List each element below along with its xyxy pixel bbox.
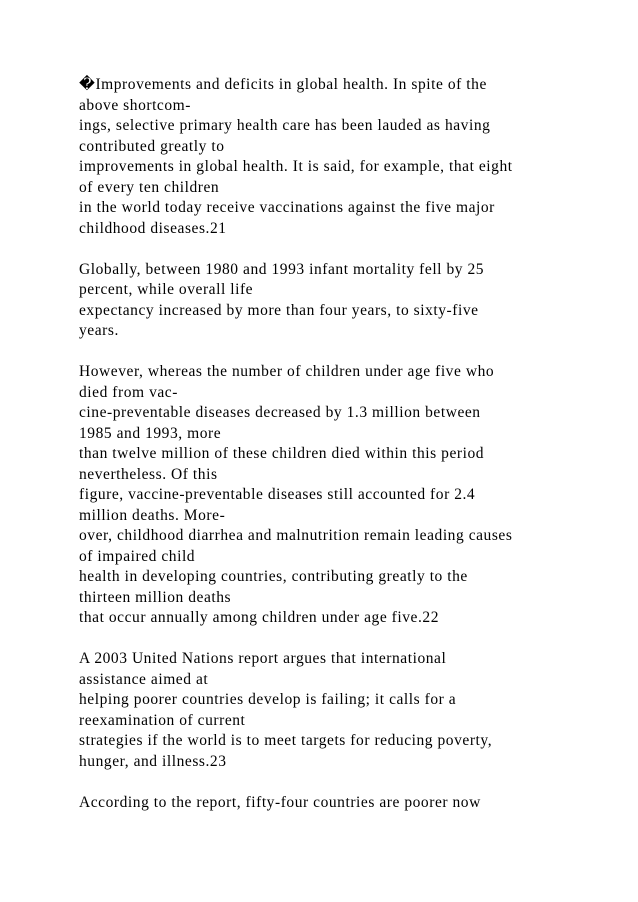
text-line: above shortcom-: [79, 96, 191, 114]
text-line: million deaths. More-: [79, 506, 226, 524]
text-line: over, childhood diarrhea and malnutrition remain leading causes: [79, 527, 513, 544]
text-line: died from vac-: [79, 383, 178, 401]
text-line: A 2003 United Nations report argues that international: [79, 650, 447, 667]
text-line: percent, while overall life: [79, 281, 254, 298]
text-line: strategies if the world is to meet targets for reducing poverty,: [79, 732, 493, 749]
text-line: assistance aimed at: [79, 670, 209, 688]
text-line: However, whereas the number of children under age five who: [79, 363, 495, 380]
text-line: contributed greatly to: [79, 137, 225, 155]
text-line: Globally, between 1980 and 1993 infant mortality fell by 25: [79, 260, 485, 278]
text-line: According to the report, fifty-four countries are poorer now: [79, 793, 481, 811]
text-line: thirteen million deaths: [79, 588, 232, 606]
text-line: �Improvements and deficits in global health. In spite of the: [79, 76, 487, 93]
text-line: 1985 and 1993, more: [79, 424, 222, 442]
text-line: health in developing countries, contributing greatly to the: [79, 568, 468, 585]
paragraph-break: [79, 772, 619, 793]
paragraph-break: [79, 239, 619, 260]
text-line: that occur annually among children under age five.22: [79, 609, 440, 626]
text-line: expectancy increased by more than four years, to sixty-five: [79, 301, 479, 319]
paragraph-break: [79, 629, 619, 650]
text-line: ings, selective primary health care has been lauded as having: [79, 117, 491, 134]
text-line: childhood diseases.21: [79, 219, 227, 237]
text-line: than twelve million of these children died within this period: [79, 445, 485, 462]
paragraph-break: [79, 342, 619, 363]
text-line: cine-preventable diseases decreased by 1.3 million between: [79, 404, 481, 421]
text-line: figure, vaccine-preventable diseases still accounted for 2.4: [79, 486, 476, 503]
text-line: years.: [79, 322, 119, 339]
document-body: [79, 75, 619, 813]
text-line: nevertheless. Of this: [79, 465, 218, 483]
text-line: helping poorer countries develop is failing; it calls for a: [79, 691, 457, 708]
text-line: improvements in global health. It is said, for example, that eight: [79, 158, 513, 175]
text-line: in the world today receive vaccinations against the five major: [79, 199, 495, 216]
text-line: reexamination of current: [79, 711, 246, 729]
text-line: of impaired child: [79, 547, 196, 565]
text-line: of every ten children: [79, 178, 220, 196]
text-line: hunger, and illness.23: [79, 752, 227, 770]
